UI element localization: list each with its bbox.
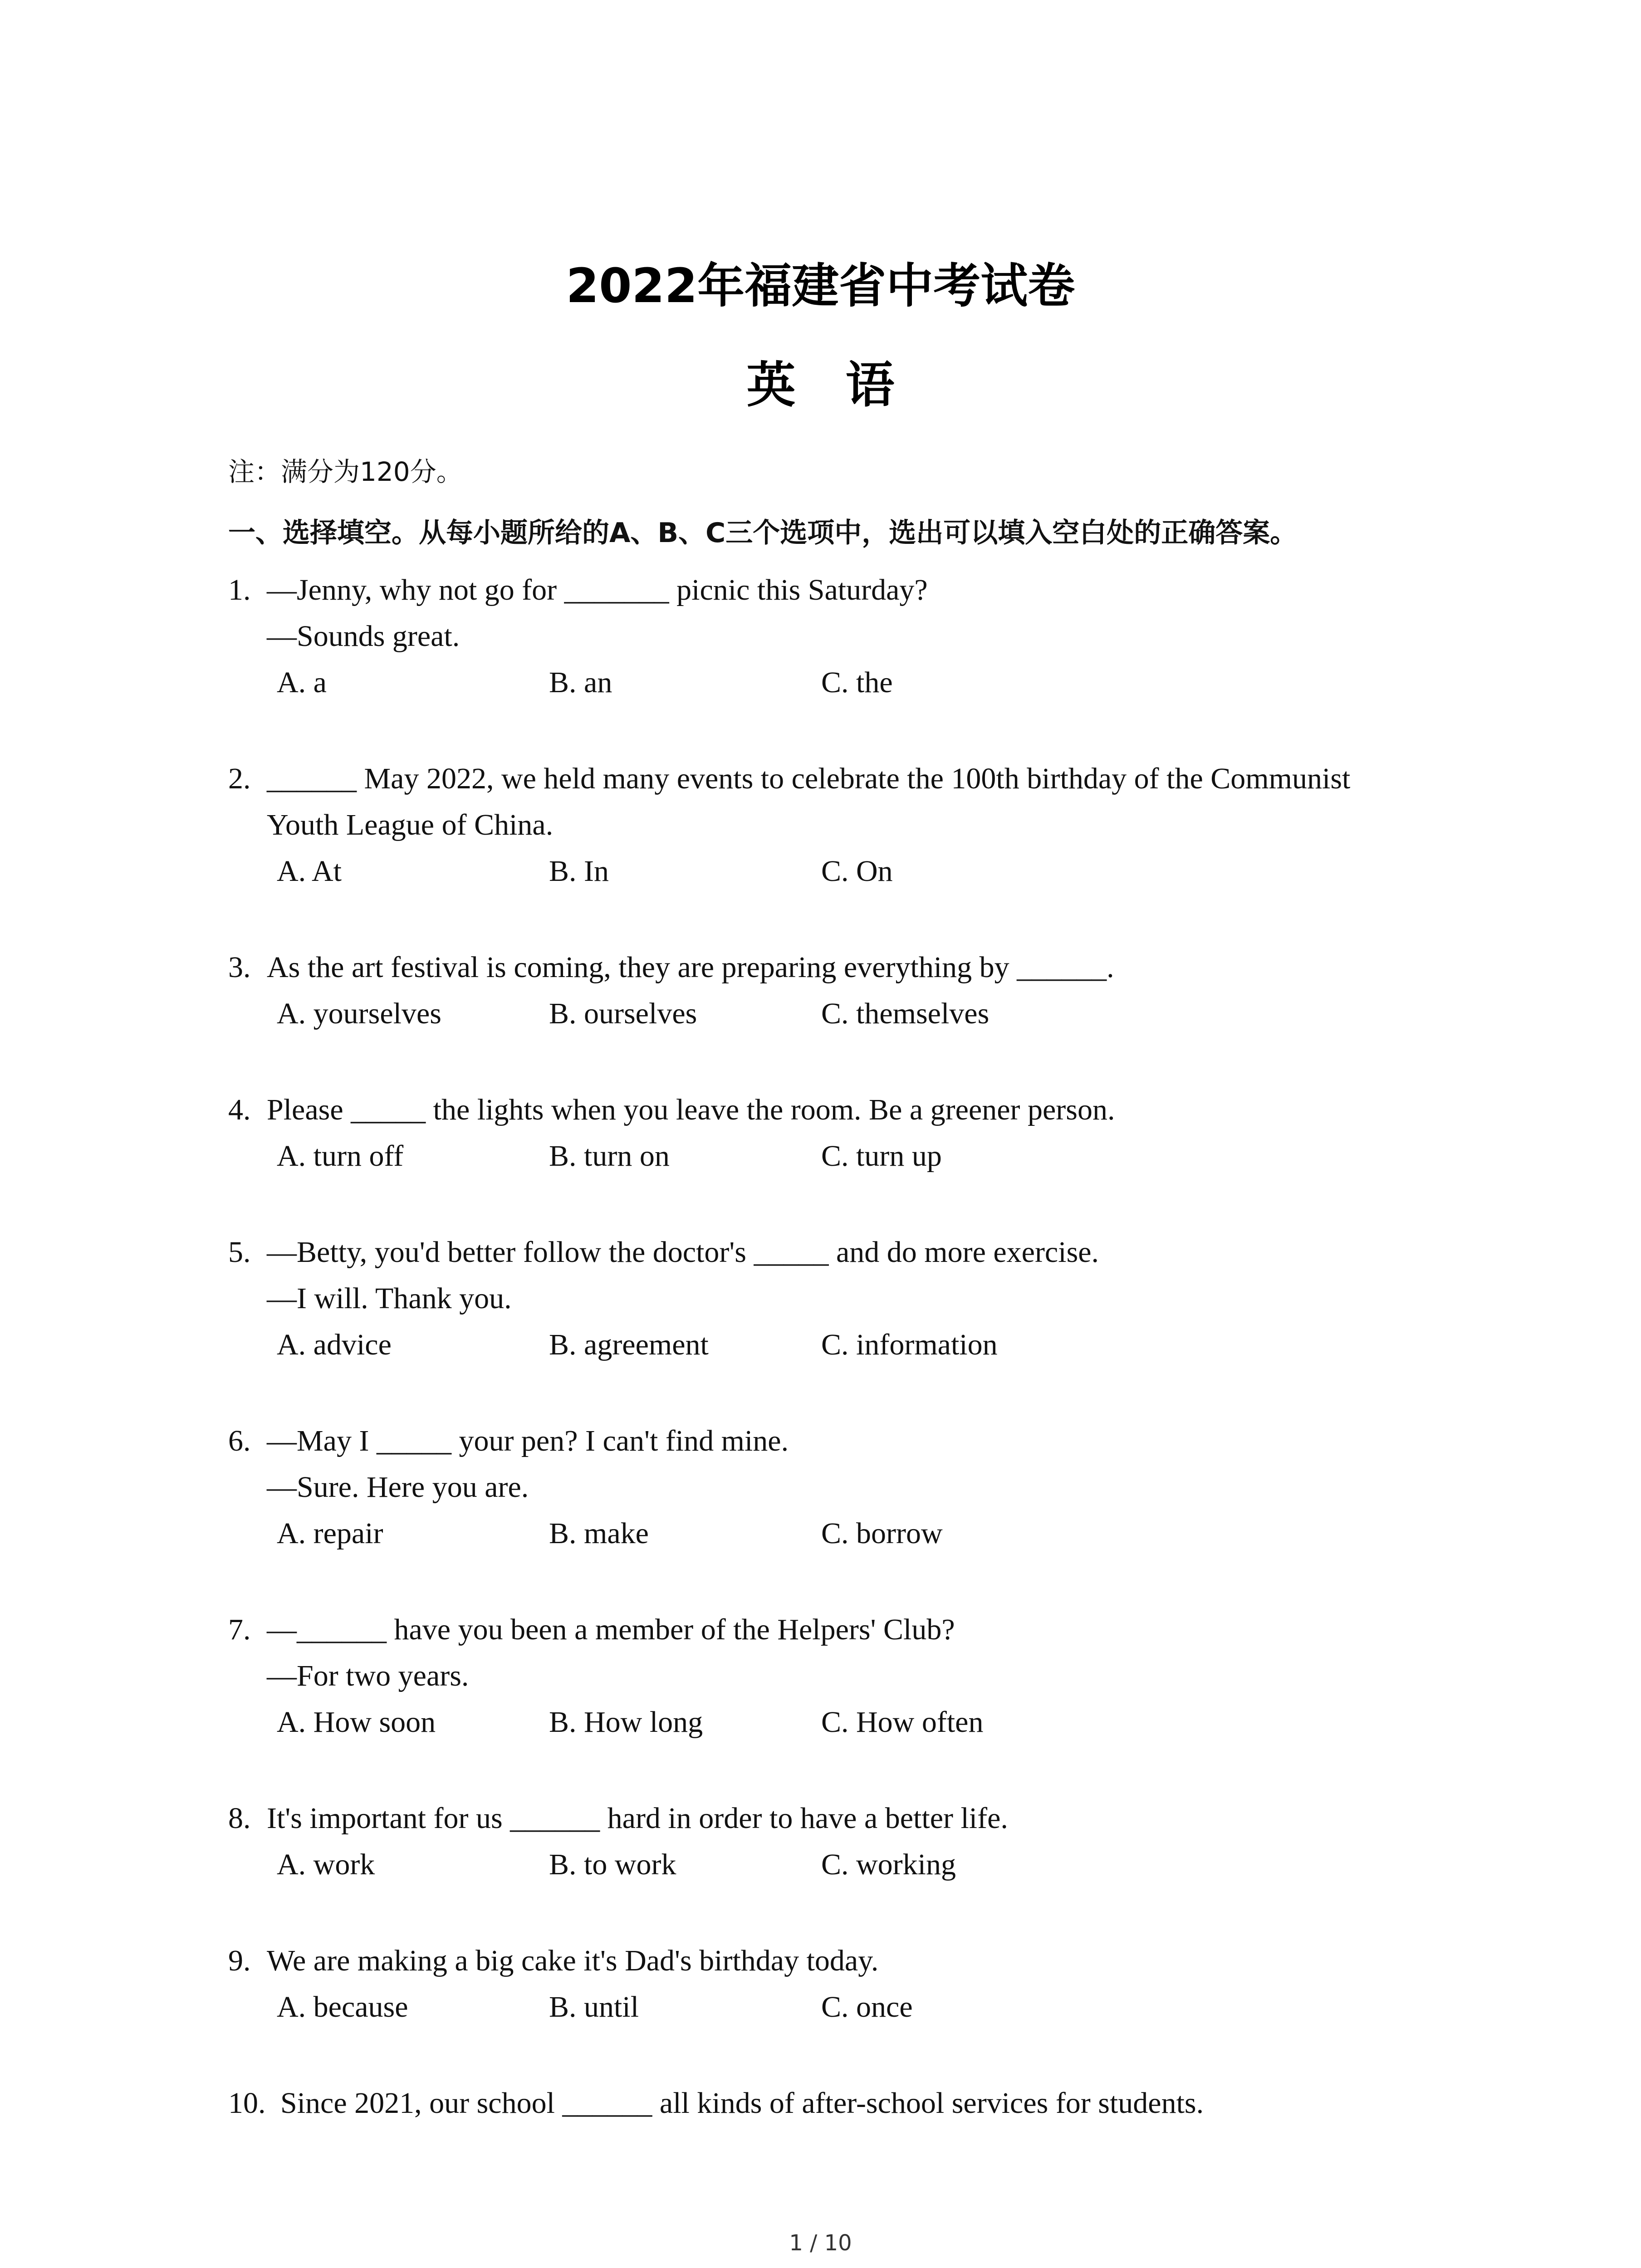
question-text-continued: —Sounds great. xyxy=(267,620,460,653)
question-text-continued: —For two years. xyxy=(267,1659,469,1692)
question-6 xyxy=(228,1418,1417,1557)
option-b: B. agreement xyxy=(549,1328,709,1361)
option-a: A. work xyxy=(277,1848,375,1881)
question-10 xyxy=(228,2080,1417,2126)
question-number: 2. xyxy=(228,762,251,795)
question-8 xyxy=(228,1795,1417,1888)
question-text: Since 2021, our school ______ all kinds of after-school services for students. xyxy=(280,2087,1204,2120)
answer-options xyxy=(228,1133,1417,1179)
option-c: C. borrow xyxy=(821,1517,943,1550)
question-text: As the art festival is coming, they are preparing everything by ______. xyxy=(267,951,1114,984)
option-a: A. advice xyxy=(277,1328,392,1361)
option-b: B. until xyxy=(549,1990,639,2024)
question-number: 7. xyxy=(228,1613,251,1646)
question-number: 1. xyxy=(228,573,251,606)
option-c: C. turn up xyxy=(821,1139,942,1173)
page-indicator: 1 / 10 xyxy=(789,2230,852,2256)
option-b: B. make xyxy=(549,1517,649,1550)
question-text: —Betty, you'd better follow the doctor's _____ and do more exercise. xyxy=(267,1236,1099,1269)
question-text: ______ May 2022, we held many events to celebrate the 100th birthday of the Communist xyxy=(267,762,1351,795)
question-number: 10. xyxy=(228,2087,266,2120)
option-b: B. an xyxy=(549,666,612,699)
question-4 xyxy=(228,1087,1417,1179)
option-c: C. the xyxy=(821,666,893,699)
answer-options xyxy=(228,660,1417,706)
answer-options xyxy=(228,991,1417,1037)
option-b: B. In xyxy=(549,855,609,888)
question-text: It's important for us ______ hard in order to have a better life. xyxy=(267,1802,1008,1835)
option-a: A. because xyxy=(277,1990,408,2024)
section-heading: 一、选择填空。从每小题所给的A、B、C三个选项中，选出可以填入空白处的正确答案。 xyxy=(228,517,1298,549)
answer-options xyxy=(228,1842,1417,1888)
question-9 xyxy=(228,1938,1417,2030)
question-number: 4. xyxy=(228,1093,251,1126)
option-c: C. information xyxy=(821,1328,998,1361)
option-b: B. turn on xyxy=(549,1139,670,1173)
answer-options xyxy=(228,1984,1417,2030)
option-a: A. turn off xyxy=(277,1139,404,1173)
exam-title: 2022年福建省中考试卷 xyxy=(566,258,1075,313)
question-7 xyxy=(228,1607,1417,1745)
option-c: C. How often xyxy=(821,1706,984,1739)
option-c: C. once xyxy=(821,1990,913,2024)
question-text: —Jenny, why not go for _______ picnic this Saturday? xyxy=(267,573,928,606)
question-number: 3. xyxy=(228,951,251,984)
question-number: 9. xyxy=(228,1944,251,1977)
question-text: We are making a big cake it's Dad's birthday today. xyxy=(267,1944,879,1977)
option-c: C. working xyxy=(821,1848,956,1881)
option-a: A. How soon xyxy=(277,1706,436,1739)
answer-options xyxy=(228,1510,1417,1557)
answer-options xyxy=(228,1322,1417,1368)
question-number: 5. xyxy=(228,1236,251,1269)
question-5 xyxy=(228,1229,1417,1368)
question-list xyxy=(228,567,1417,2176)
option-b: B. ourselves xyxy=(549,997,697,1030)
answer-options xyxy=(228,1699,1417,1745)
question-2 xyxy=(228,756,1417,894)
question-text: —May I _____ your pen? I can't find mine. xyxy=(267,1424,789,1457)
score-note: 注：满分为120分。 xyxy=(228,456,463,487)
subject-title: 英语 xyxy=(746,357,945,414)
answer-options xyxy=(228,848,1417,894)
option-b: B. to work xyxy=(549,1848,676,1881)
question-text-continued: —I will. Thank you. xyxy=(267,1282,512,1315)
question-number: 8. xyxy=(228,1802,251,1835)
question-text: Please _____ the lights when you leave the room. Be a greener person. xyxy=(267,1093,1115,1126)
question-text-continued: Youth League of China. xyxy=(267,808,554,841)
option-a: A. At xyxy=(277,855,342,888)
question-text-continued: —Sure. Here you are. xyxy=(267,1471,529,1504)
option-a: A. a xyxy=(277,666,327,699)
question-number: 6. xyxy=(228,1424,251,1457)
question-3 xyxy=(228,944,1417,1037)
option-c: C. themselves xyxy=(821,997,989,1030)
question-1 xyxy=(228,567,1417,706)
option-a: A. yourselves xyxy=(277,997,441,1030)
question-text: —______ have you been a member of the Helpers' Club? xyxy=(267,1613,955,1646)
option-b: B. How long xyxy=(549,1706,703,1739)
option-c: C. On xyxy=(821,855,893,888)
option-a: A. repair xyxy=(277,1517,383,1550)
